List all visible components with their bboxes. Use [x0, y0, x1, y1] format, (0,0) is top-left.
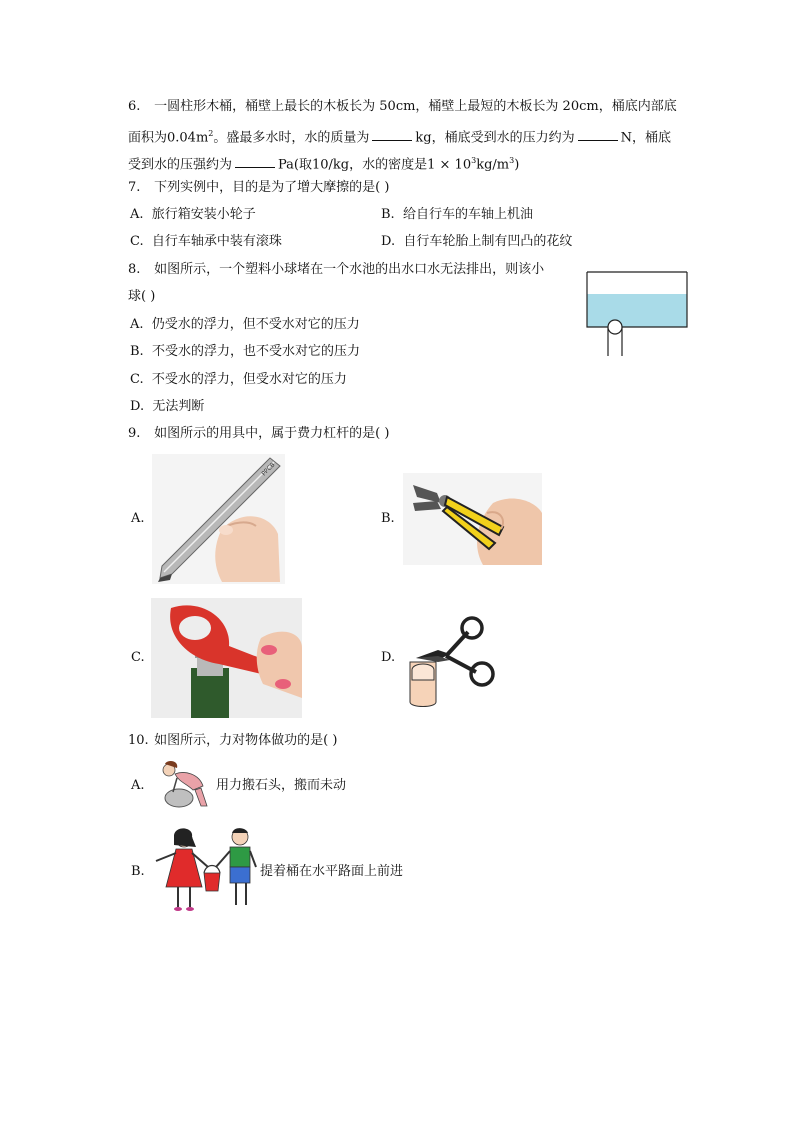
q7-number: 7. — [128, 180, 141, 195]
q8-number: 8. — [128, 262, 141, 277]
q8-option-a-label: A. — [130, 317, 144, 332]
q7-option-d-label: D. — [381, 234, 396, 249]
pool-water — [587, 294, 687, 327]
q7-stem-line — [128, 178, 389, 198]
q9-stem: 如图所示的用具中，属于费力杠杆的是( ) — [154, 426, 390, 441]
q6-text-3b: Pa(取10/kg，水的密度是1 × 10 — [278, 157, 472, 173]
q6-sup-3a: 3 — [471, 156, 477, 165]
q7-option-a-label: A. — [130, 207, 144, 222]
q9-option-a-label[interactable]: A. — [131, 511, 145, 526]
q8-option-c[interactable] — [130, 370, 347, 390]
q9-stem-line — [128, 424, 389, 444]
q8-stem-1: 如图所示，一个塑料小球堵在一个水池的出水口水无法排出，则该小 — [154, 262, 545, 277]
q6-sup-2: 2 — [208, 129, 214, 138]
q9-option-d-label[interactable]: D. — [381, 650, 396, 665]
pool-drain-diagram — [584, 270, 692, 360]
q6-text-2d: N，桶底 — [620, 130, 671, 146]
plastic-ball — [608, 320, 622, 334]
scissors-icon[interactable] — [402, 610, 498, 708]
q8-stem-line-2 — [128, 287, 155, 307]
tweezers-icon[interactable] — [152, 454, 285, 584]
q8-option-b[interactable] — [130, 342, 360, 362]
q10-number: 10. — [128, 733, 149, 748]
q8-option-a[interactable] — [130, 315, 360, 335]
q6-blank-mass[interactable] — [372, 127, 412, 141]
q8-option-d-label: D. — [130, 399, 145, 414]
pliers-icon[interactable] — [403, 473, 542, 565]
q6-number: 6. — [128, 99, 141, 114]
q6-text-3a: 受到水的压强约为 — [128, 157, 233, 173]
q9-option-b-label[interactable]: B. — [381, 511, 395, 526]
q6-line-1 — [128, 97, 677, 117]
q9-number: 9. — [128, 426, 141, 441]
bottle-opener-icon[interactable] — [151, 598, 302, 718]
q6-text-2a: 面积为0.04m — [128, 130, 209, 146]
q10-option-a-text: 用力搬石头，搬而未动 — [216, 778, 347, 793]
kids-carrying-bucket-icon[interactable] — [152, 825, 260, 915]
q6-text-2b: 。盛最多水时，水的质量为 — [213, 130, 370, 146]
q8-option-b-text: 不受水的浮力，也不受水对它的压力 — [151, 344, 360, 359]
q6-text-2c: kg，桶底受到水的压力约为 — [415, 130, 575, 146]
q7-option-a[interactable] — [130, 205, 256, 225]
q6-sup-3b: 3 — [509, 156, 515, 165]
q9-option-c-label[interactable]: C. — [131, 650, 145, 665]
q7-option-d-text: 自行车轮胎上制有凹凸的花纹 — [403, 234, 573, 249]
q7-option-d[interactable] — [381, 232, 572, 252]
q7-option-c-label: C. — [130, 234, 144, 249]
svg-text:PPCB: PPCB — [260, 461, 277, 478]
q10-stem-line — [128, 731, 337, 751]
q6-text-1: 一圆柱形木桶，桶壁上最长的木板长为 50cm，桶壁上最短的木板长为 20cm，桶底内部底 — [154, 99, 677, 114]
q6-line-2 — [128, 124, 671, 148]
q8-option-a-text: 仍受水的浮力，但不受水对它的压力 — [151, 317, 360, 332]
q8-option-c-label: C. — [130, 372, 144, 387]
q6-text-3c: kg/m — [476, 157, 510, 173]
q10-option-a-label[interactable]: A. — [131, 778, 145, 793]
q8-option-b-label: B. — [130, 344, 144, 359]
q7-stem: 下列实例中，目的是为了增大摩擦的是( ) — [154, 180, 390, 195]
q10-option-b-text: 提着桶在水平路面上前进 — [260, 864, 404, 879]
q8-stem-2: 球( ) — [128, 289, 156, 304]
q8-option-d[interactable] — [130, 397, 204, 417]
q8-option-c-text: 不受水的浮力，但受水对它的压力 — [151, 372, 347, 387]
q6-line-3 — [128, 151, 519, 175]
q8-option-d-text: 无法判断 — [152, 399, 205, 414]
q7-option-c-text: 自行车轴承中装有滚珠 — [151, 234, 282, 249]
q10-stem: 如图所示，力对物体做功的是( ) — [154, 733, 338, 748]
q6-text-3d: ) — [514, 157, 520, 173]
q7-option-b[interactable] — [381, 205, 533, 225]
q7-option-a-text: 旅行箱安装小轮子 — [151, 207, 256, 222]
q7-option-b-label: B. — [381, 207, 395, 222]
q8-stem-line-1 — [128, 260, 544, 280]
q7-option-c[interactable] — [130, 232, 282, 252]
woman-lifting-rock-icon[interactable] — [157, 760, 213, 810]
q7-option-b-text: 给自行车的车轴上机油 — [402, 207, 533, 222]
q10-option-b-label[interactable]: B. — [131, 864, 145, 879]
q6-blank-force[interactable] — [578, 127, 618, 141]
q6-blank-pressure[interactable] — [235, 154, 275, 168]
